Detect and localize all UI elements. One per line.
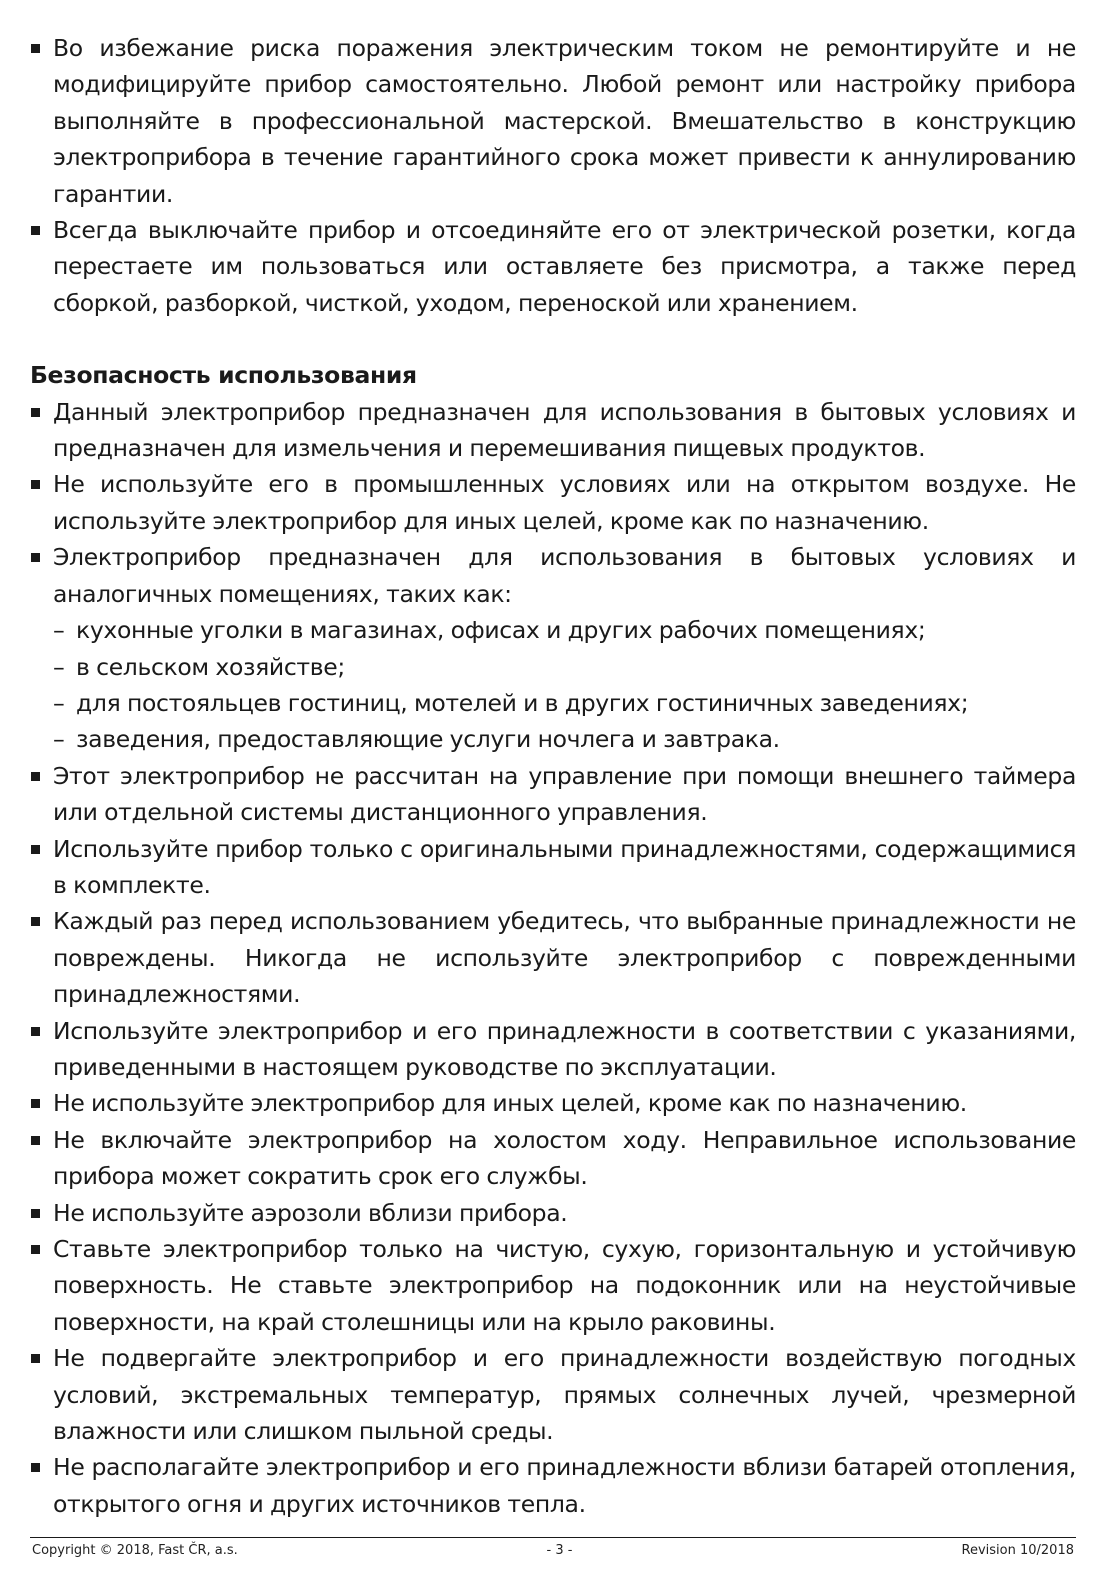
footer-divider [30, 1537, 1076, 1538]
bullet-icon [31, 408, 40, 417]
list-item: Всегда выключайте прибор и отсоединяйте его от электрической розетки, когда перестаете им пользоваться или оставляете без присмотра, а также перед сборкой, разборкой, чисткой, уходом, переноской или хранением. [30, 212, 1076, 321]
list-item: Электроприбор предназначен для использования в бытовых условиях и аналогичных помещениях, таких как: [30, 539, 1076, 612]
list-item: Во избежание риска поражения электрическим током не ремонтируйте и не модифицируйте прибор самостоятельно. Любой ремонт или настройку прибора выполняйте в профессиональной мастерской. Вмешательство в конструкцию электроприбора в течение гарантийного срока может привести к аннулированию гарантии. [30, 30, 1076, 212]
usage-safety-list-continued [30, 758, 1076, 1523]
footer-page-number: - 3 - [546, 1543, 573, 1558]
bullet-icon [31, 917, 40, 926]
list-item: Не располагайте электроприбор и его принадлежности вблизи батарей отопления, открытого огня и других источников тепла. [30, 1449, 1076, 1522]
usage-safety-list [30, 394, 1076, 612]
bullet-icon [31, 226, 40, 235]
list-item: Этот электроприбор не рассчитан на управление при помощи внешнего таймера или отдельной системы дистанционного управления. [30, 758, 1076, 831]
sublist-item: – для постояльцев гостиниц, мотелей и в других гостиничных заведениях; [30, 685, 1076, 721]
bullet-icon [31, 44, 40, 53]
list-item: Каждый раз перед использованием убедитесь, что выбранные принадлежности не повреждены. Никогда не используйте электроприбор с поврежденными принадлежностями. [30, 903, 1076, 1012]
premises-sublist [30, 612, 1076, 758]
sublist-item: – заведения, предоставляющие услуги ночлега и завтрака. [30, 721, 1076, 757]
top-bullet-list [30, 30, 1076, 321]
bullet-icon [31, 553, 40, 562]
manual-page [30, 30, 1076, 1522]
section-title: Безопасность использования [30, 361, 417, 390]
list-item: Не включайте электроприбор на холостом ходу. Неправильное использование прибора может сократить срок его службы. [30, 1122, 1076, 1195]
footer-copyright: Copyright © 2018, Fast ČR, a.s. [32, 1543, 238, 1558]
bullet-icon [31, 480, 40, 489]
list-item: Используйте электроприбор и его принадлежности в соответствии с указаниями, приведенными в настоящем руководстве по эксплуатации. [30, 1013, 1076, 1086]
bullet-icon [31, 772, 40, 781]
bullet-icon [31, 1354, 40, 1363]
bullet-icon [31, 845, 40, 854]
list-item: Не используйте аэрозоли вблизи прибора. [30, 1195, 1076, 1231]
sublist-item: – в сельском хозяйстве; [30, 649, 1076, 685]
list-item: Не подвергайте электроприбор и его принадлежности воздействую погодных условий, экстремальных температур, прямых солнечных лучей, чрезмерной влажности или слишком пыльной среды. [30, 1340, 1076, 1449]
list-item: Данный электроприбор предназначен для использования в бытовых условиях и предназначен для измельчения и перемешивания пищевых продуктов. [30, 394, 1076, 467]
dash-icon: – [53, 652, 65, 681]
bullet-icon [31, 1463, 40, 1472]
bullet-icon [31, 1209, 40, 1218]
list-item: Не используйте электроприбор для иных целей, кроме как по назначению. [30, 1085, 1076, 1121]
dash-icon: – [53, 616, 65, 645]
sublist-item: – кухонные уголки в магазинах, офисах и других рабочих помещениях; [30, 612, 1076, 648]
bullet-icon [31, 1027, 40, 1036]
list-item: Не используйте его в промышленных условиях или на открытом воздухе. Не используйте электроприбор для иных целей, кроме как по назначению. [30, 466, 1076, 539]
dash-icon: – [53, 688, 65, 717]
list-item: Используйте прибор только с оригинальными принадлежностями, содержащимися в комплекте. [30, 831, 1076, 904]
bullet-icon [31, 1099, 40, 1108]
bullet-icon [31, 1245, 40, 1254]
list-item: Ставьте электроприбор только на чистую, сухую, горизонтальную и устойчивую поверхность. Не ставьте электроприбор на подоконник или на неустойчивые поверхности, на край столешницы или на крыло раковины. [30, 1231, 1076, 1340]
bullet-icon [31, 1136, 40, 1145]
footer-revision: Revision 10/2018 [961, 1543, 1074, 1558]
dash-icon: – [53, 725, 65, 754]
